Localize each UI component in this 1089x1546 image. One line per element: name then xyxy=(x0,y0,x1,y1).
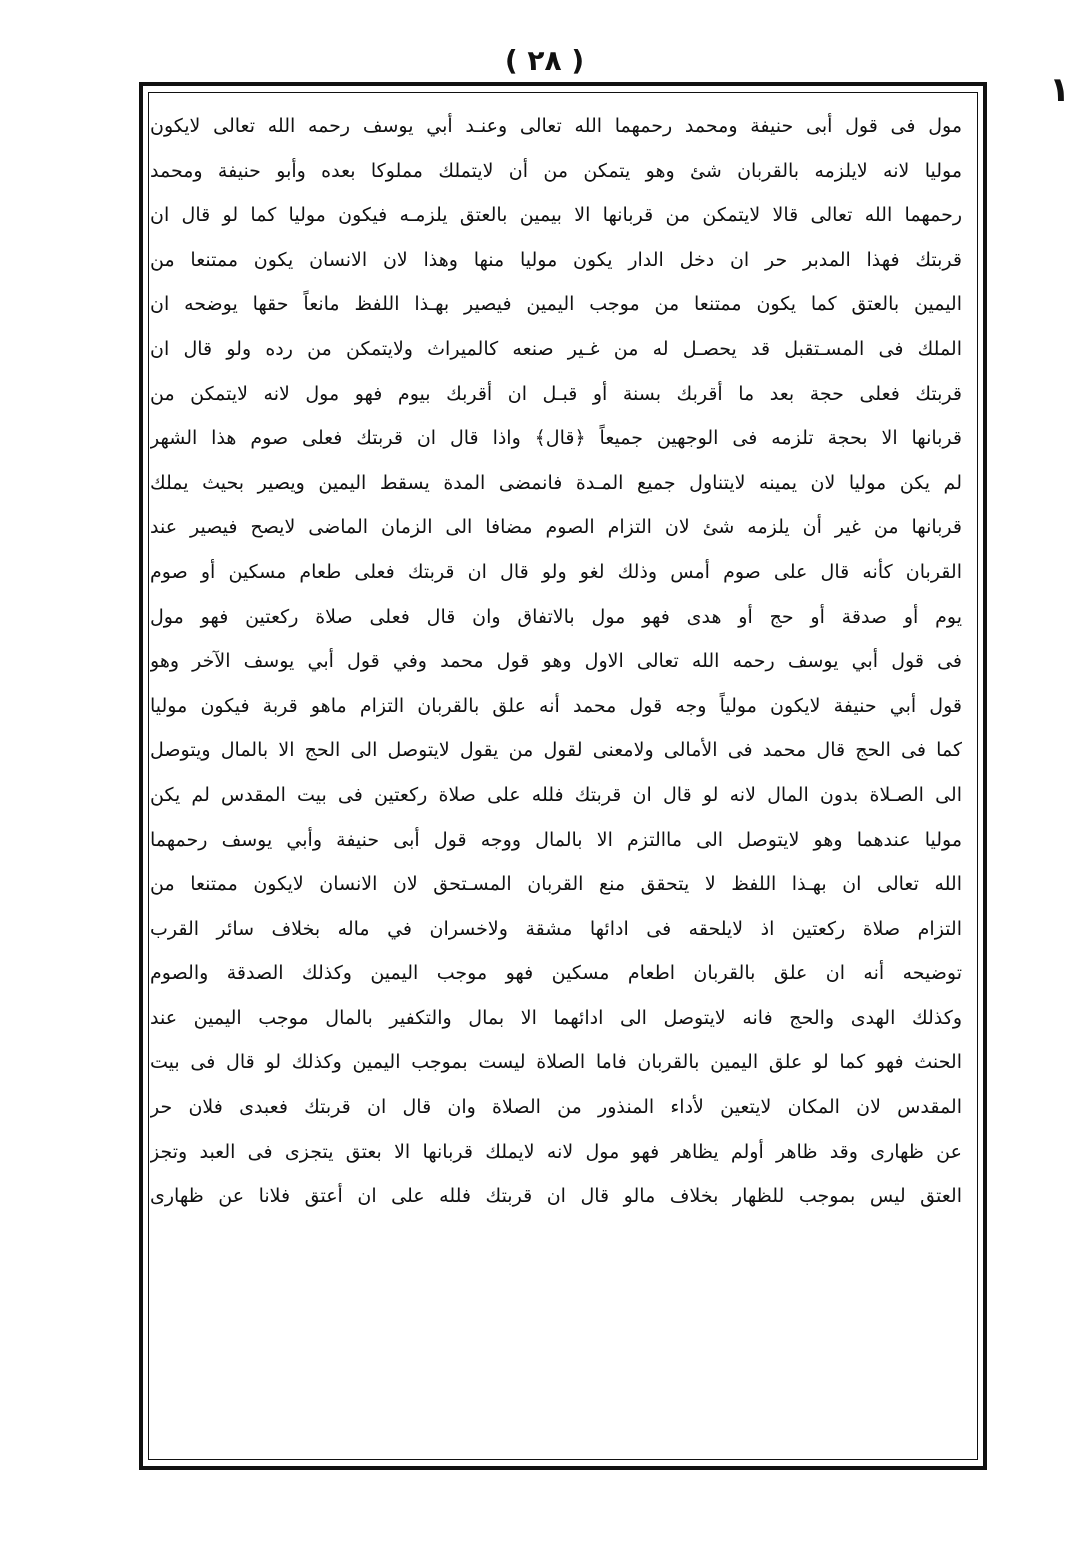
text-line: القربان كأنه قال على صوم أمس وذلك لغو ولو قال ان قربتك فعلى طعام مسكين أو صوم xyxy=(150,560,962,583)
text-line: فى قول أبي يوسف رحمه الله تعالى الاول وهو قول محمد وفي قول أبي يوسف الآخر وهو xyxy=(150,650,962,673)
text-line: كما فى الحج قال محمد فى الأمالى ولامعنى لقول من يقول لايتوصل الى الحج الا بالمال ويتوصل xyxy=(150,739,962,762)
text-line: وكذلك الهدى والحج فانه لايتوصل الى ادائهما الا بمال والتكفير بالمال موجب اليمين عند xyxy=(150,1006,962,1029)
page-number: ( ٢٨ ) xyxy=(504,44,585,77)
text-line: عن ظهارى وقد ظاهر أولم يظاهر فهو مول لانه لايملك قربانها الا بعتق يتجزى فى العبد وتجز xyxy=(150,1140,962,1163)
text-line: الى الصـلاة بدون المال لانه لو قال ان قربتك فلله على صلاة ركعتين فى بيت المقدس لم يكن xyxy=(150,783,962,806)
text-line: قربانها من غير أن يلزمه شئ لان التزام الصوم مضافا الى الزمان الماضى لايصح فيصير عند xyxy=(150,516,962,539)
text-line: قربانها الا بحجة تلزمه فى الوجهين جميعاً ﴿قال﴾ واذا قال ان قربتك فعلى صوم هذا الشهر xyxy=(150,427,962,450)
text-line: التزام صلاة ركعتين اذ لايلحقه فى ادائها مشقة ولاخسران في ماله بخلاف سائر القرب xyxy=(150,917,962,940)
text-line: رحمهما الله تعالى قالا لايتمكن من قربانها الا بيمين بالعتق يلزمـه فيكون موليا كما لو قال ان xyxy=(150,204,962,227)
text-line: قول أبي حنيفة لايكون مولياً وجه قول محمد أنه علق بالقربان التزام ماهو قربة فيكون موليا xyxy=(150,694,962,717)
text-line: لم يكن موليا لان يمينه لايتناول جميع المـدة فانمضى المدة يسقط اليمين ويصير بحيث يملك xyxy=(150,471,962,494)
text-line: المقدس لان المكان لايتعين لأداء المنذور من الصلاة وان قال ان قربتك فعبدى فلان حر xyxy=(150,1096,962,1119)
text-line: يوم أو صدقة أو حج أو هدى فهو مول بالاتفاق وان قال فعلى صلاة ركعتين فهو مول xyxy=(150,605,962,628)
text-line: الملك فى المسـتقبل قد يحصـل له من غـير صنعه كالميراث ولايتمكن من رده ولو قال ان xyxy=(150,337,962,360)
text-line: الله تعالى ان بهـذا اللفظ لا يتحقق منع القربان المسـتحق لان الانسان لايكون ممتنعا من xyxy=(150,873,962,896)
text-line: العتق ليس بموجب للظهار بخلاف مالو قال ان قربتك فلله على ان أعتق فلانا عن ظهارى xyxy=(150,1185,962,1208)
margin-mark: ١ xyxy=(1049,70,1070,110)
text-line: قربتك فهذا المدبر حر ان دخل الدار يكون موليا منها وهذا لان الانسان يكون ممتنعا من xyxy=(150,248,962,271)
text-line: توضيحه أنه ان علق بالقربان اطعام مسكين فهو موجب اليمين وكذلك الصدقة والصوم xyxy=(150,962,962,985)
text-line: مول فى قول أبى حنيفة ومحمد رحمهما الله تعالى وعنـد أبي يوسف رحمه الله تعالى لايكون xyxy=(150,115,962,137)
text-line: الحنث فهو كما لو علق اليمين بالقربان فاما الصلاة ليست بموجب اليمين وكذلك لو قال فى بيت xyxy=(150,1051,962,1074)
text-line: اليمين بالعتق كما يكون ممتنعا من موجب اليمين فيصير بهـذا اللفظ مانعاً حقها يوضحه ان xyxy=(150,293,962,316)
text-line: موليا لانه لايلزمه بالقربان شئ وهو يتمكن من أن لايتملك مملوكا بعده وأبو حنيفة ومحمد xyxy=(150,159,962,182)
text-line: قربتك فعلى حجة بعد ما أقربك بسنة أو قبـل ان أقربك بيوم فهو مول لانه لايتمكن من xyxy=(150,382,962,405)
text-line: موليا عندهما وهو لايتوصل الى ماالتزم الا بالمال ووجه قول أبى حنيفة وأبي يوسف رحمهما xyxy=(150,828,962,851)
text-body xyxy=(150,104,962,1456)
